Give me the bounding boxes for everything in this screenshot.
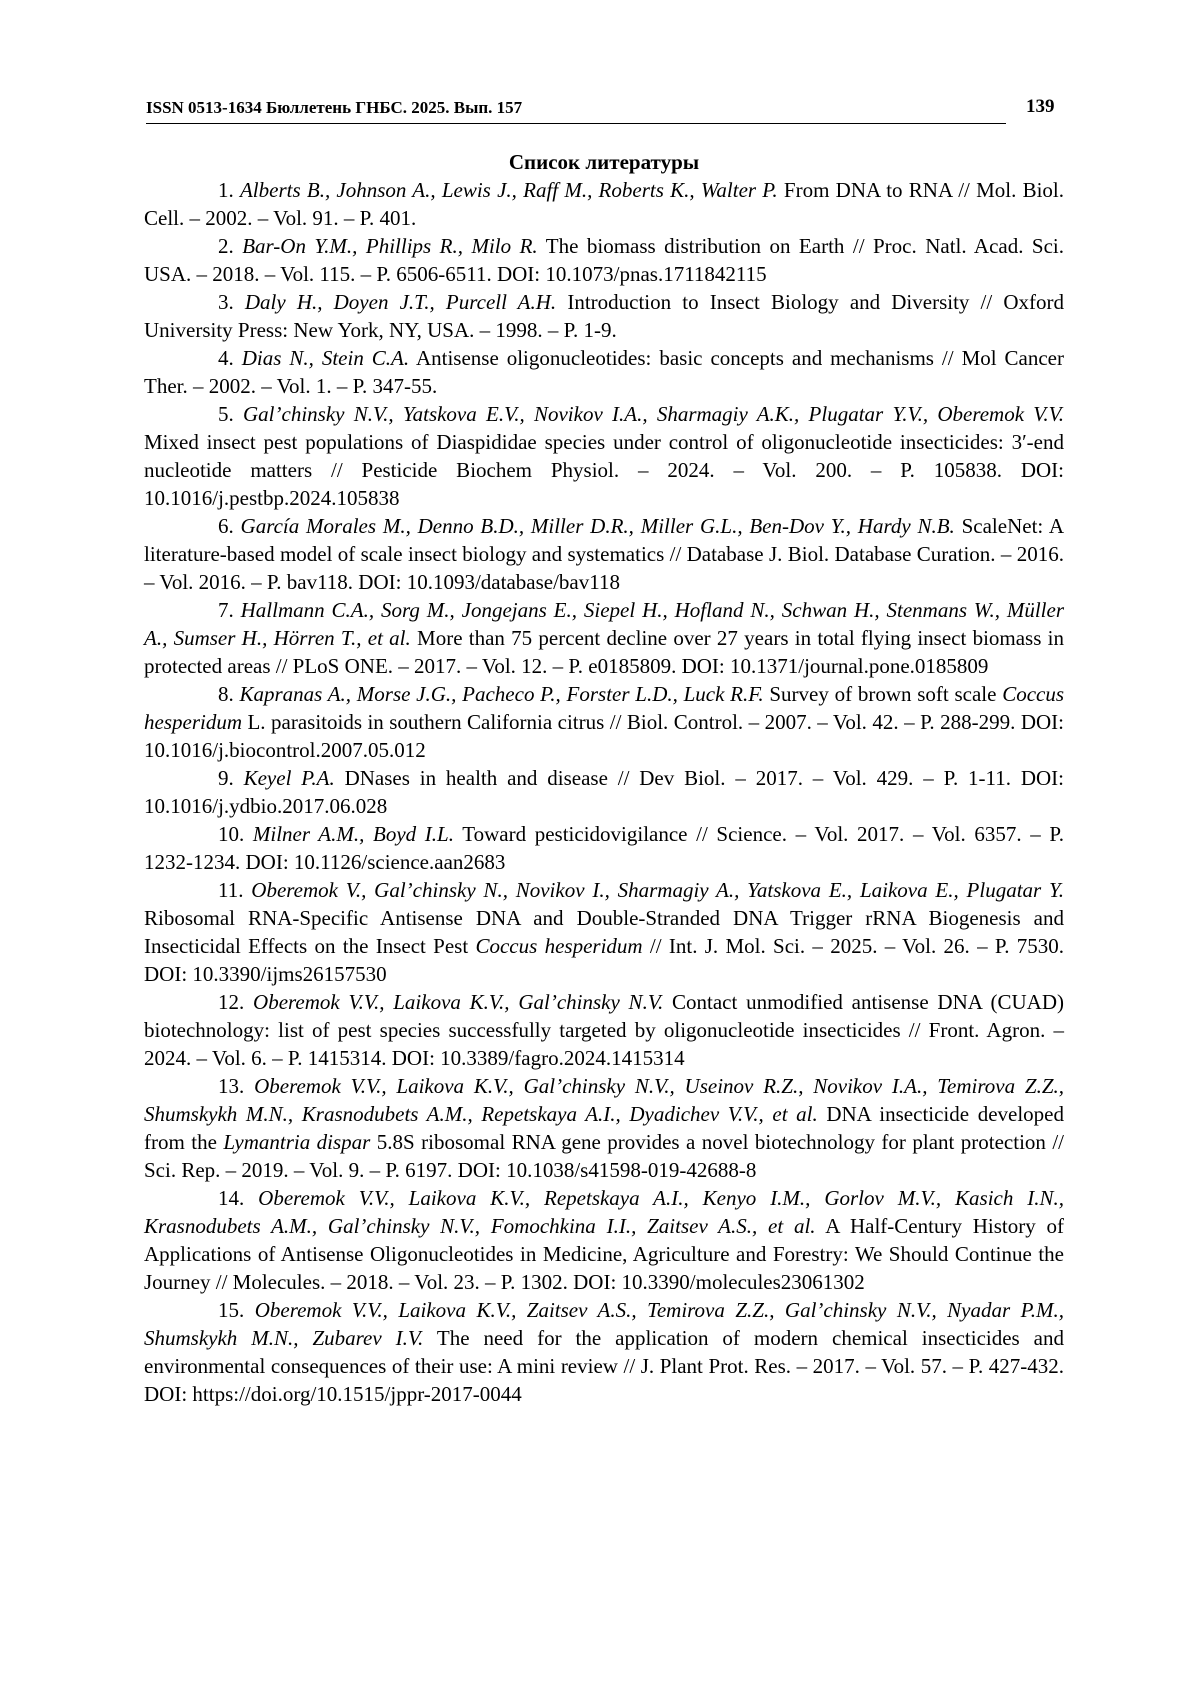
reference-text-before: Survey of brown soft scale (769, 682, 997, 706)
reference-authors: Daly H., Doyen J.T., Purcell A.H. (244, 290, 557, 314)
reference-text-after: 5.8S ribosomal RNA gene provides a novel biotechnology for plant protection // Sci. Rep. – 2019. – Vol. 9. – P. 6197. DOI: 10.1038/s41598-019-42688-8 (144, 1130, 1065, 1182)
reference-authors: Alberts B., Johnson A., Lewis J., Raff M., Roberts K., Walter P. (239, 178, 778, 202)
reference-number: 2. (218, 234, 234, 258)
reference-authors: Dias N., Stein C.A. (241, 346, 410, 370)
reference-text: Mixed insect pest populations of Diaspididae species under control of oligonucleotide insecticides: 3′-end nucleotide matters // Pesticide Biochem Physiol. – 2024. – Vol. 200. – P. 105838. DOI: 10.1016/j.pestbp.2024.105838 (144, 430, 1064, 510)
reference-text: The biomass distribution on Earth // Proc. Natl. Acad. Sci. USA. – 2018. – Vol. 115. – P. 6506-6511. DOI: 10.1073/pnas.1711842115 (144, 234, 1065, 286)
reference-number: 4. (218, 346, 234, 370)
reference-list (144, 176, 1064, 1408)
reference-item-8 (144, 680, 1064, 764)
species-name: Lymantria dispar (223, 1130, 371, 1154)
reference-text-after: L. parasitoids in southern California citrus // Biol. Control. – 2007. – Vol. 42. – P. 288-299. DOI: 10.1016/j.biocontrol.2007.05.012 (144, 710, 1064, 762)
reference-text: A Half-Century History of Applications of Antisense Oligonucleotides in Medicine, Agriculture and Forestry: We Should Continue the Journey // Molecules. – 2018. – Vol. 23. – P. 1302. DOI: 10.3390/molecules23061302 (144, 1214, 1064, 1294)
section-title: Список литературы (508, 150, 700, 174)
reference-authors: Gal’chinsky N.V., Yatskova E.V., Novikov I.A., Sharmagiy A.K., Plugatar Y.V., Oberemok V.V. (243, 402, 1065, 426)
reference-number: 8. (218, 682, 234, 706)
reference-number: 11. (218, 878, 244, 902)
reference-item-5 (144, 400, 1064, 512)
reference-item-2 (144, 232, 1064, 288)
page-number: 139 (1026, 96, 1055, 117)
reference-number: 6. (218, 514, 234, 538)
reference-number: 5. (218, 402, 234, 426)
reference-text: The need for the application of modern chemical insecticides and environmental consequences of their use: A mini review // J. Plant Prot. Res. – 2017. – Vol. 57. – P. 427-432. DOI: https://doi.org/10.1515/jppr-2017-0044 (144, 1326, 1064, 1406)
reference-text: More than 75 percent decline over 27 years in total flying insect biomass in protected areas // PLoS ONE. – 2017. – Vol. 12. – P. e0185809. DOI: 10.1371/journal.pone.0185809 (144, 626, 1064, 678)
reference-authors: Kapranas A., Morse J.G., Pacheco P., Forster L.D., Luck R.F. (239, 682, 764, 706)
header-rule (146, 123, 1006, 124)
reference-number: 7. (218, 598, 234, 622)
reference-number: 10. (218, 822, 245, 846)
reference-text: Antisense oligonucleotides: basic concepts and mechanisms // Mol Cancer Ther. – 2002. – Vol. 1. – P. 347-55. (144, 346, 1064, 398)
reference-authors: Milner A.M., Boyd I.L. (252, 822, 454, 846)
reference-number: 9. (218, 766, 234, 790)
journal-header: ISSN 0513-1634 Бюллетень ГНБС. 2025. Вып. 157 (146, 98, 523, 117)
reference-authors: Oberemok V.V., Laikova K.V., Repetskaya A.I., Kenyo I.M., Gorlov M.V., Kasich I.N., Krasnodubets A.M., Gal’chinsky N.V., Fomochkina I.I., Zaitsev A.S., et al. (144, 1186, 1065, 1238)
species-name: Coccus hesperidum (475, 934, 643, 958)
reference-authors: García Morales M., Denno B.D., Miller D.R., Miller G.L., Ben-Dov Y., Hardy N.B. (240, 514, 955, 538)
reference-text: Toward pesticidovigilance // Science. – Vol. 2017. – Vol. 6357. – P. 1232-1234. DOI: 10.1126/science.aan2683 (144, 822, 1064, 874)
reference-item-9 (144, 764, 1064, 820)
running-header (146, 96, 1004, 126)
reference-number: 13. (218, 1074, 245, 1098)
reference-item-4 (144, 344, 1064, 400)
reference-authors: Bar-On Y.M., Phillips R., Milo R. (242, 234, 538, 258)
reference-number: 12. (218, 990, 245, 1014)
reference-item-1 (144, 176, 1064, 232)
reference-authors: Oberemok V.V., Laikova K.V., Zaitsev A.S., Temirova Z.Z., Gal’chinsky N.V., Nyadar P.M., Shumskykh M.N., Zubarev I.V. (144, 1298, 1065, 1350)
reference-text: DNases in health and disease // Dev Biol. – 2017. – Vol. 429. – P. 1-11. DOI: 10.1016/j.ydbio.2017.06.028 (144, 766, 1065, 818)
reference-text-after: // Int. J. Mol. Sci. – 2025. – Vol. 26. – P. 7530. DOI: 10.3390/ijms26157530 (144, 934, 1065, 986)
reference-number: 15. (218, 1298, 245, 1322)
reference-item-10 (144, 820, 1064, 876)
reference-text: Introduction to Insect Biology and Diversity // Oxford University Press: New York, NY, USA. – 1998. – P. 1-9. (144, 290, 1065, 342)
reference-text: Contact unmodified antisense DNA (CUAD) biotechnology: list of pest species successfully targeted by oligonucleotide insecticides // Front. Agron. – 2024. – Vol. 6. – P. 1415314. DOI: 10.3389/fagro.2024.1415314 (144, 990, 1065, 1070)
species-name: Coccus hesperidum (144, 682, 1065, 734)
reference-item-3 (144, 288, 1064, 344)
reference-authors: Oberemok V.V., Laikova K.V., Gal’chinsky N.V. (253, 990, 664, 1014)
reference-number: 1. (218, 178, 234, 202)
reference-text: From DNA to RNA // Mol. Biol. Cell. – 2002. – Vol. 91. – P. 401. (144, 178, 1064, 230)
reference-item-7 (144, 596, 1064, 680)
reference-item-6 (144, 512, 1064, 596)
reference-item-14 (144, 1184, 1064, 1296)
reference-item-15 (144, 1296, 1064, 1408)
reference-text-before: DNA insecticide developed from the (144, 1102, 1064, 1154)
reference-authors: Oberemok V., Gal’chinsky N., Novikov I., Sharmagiy A., Yatskova E., Laikova E., Plugatar Y. (251, 878, 1064, 902)
reference-text: ScaleNet: A literature-based model of scale insect biology and systematics // Database J. Biol. Database Curation. – 2016. – Vol. 2016. – P. bav118. DOI: 10.1093/database/bav118 (144, 514, 1065, 594)
reference-item-11 (144, 876, 1064, 988)
reference-authors: Hallmann C.A., Sorg M., Jongejans E., Siepel H., Hofland N., Schwan H., Stenmans W., Müller A., Sumser H., Hörren T., et al. (144, 598, 1064, 650)
reference-item-13 (144, 1072, 1064, 1184)
reference-number: 3. (218, 290, 234, 314)
reference-text-before: Ribosomal RNA-Specific Antisense DNA and Double-Stranded DNA Trigger rRNA Biogenesis and Insecticidal Effects on the Insect Pest (144, 906, 1064, 958)
page-content (144, 148, 1064, 1408)
reference-authors: Oberemok V.V., Laikova K.V., Gal’chinsky N.V., Useinov R.Z., Novikov I.A., Temirova Z.Z., Shumskykh M.N., Krasnodubets A.M., Repetskaya A.I., Dyadichev V.V., et al. (144, 1074, 1065, 1126)
reference-authors: Keyel P.A. (243, 766, 335, 790)
reference-number: 14. (218, 1186, 245, 1210)
reference-item-12 (144, 988, 1064, 1072)
